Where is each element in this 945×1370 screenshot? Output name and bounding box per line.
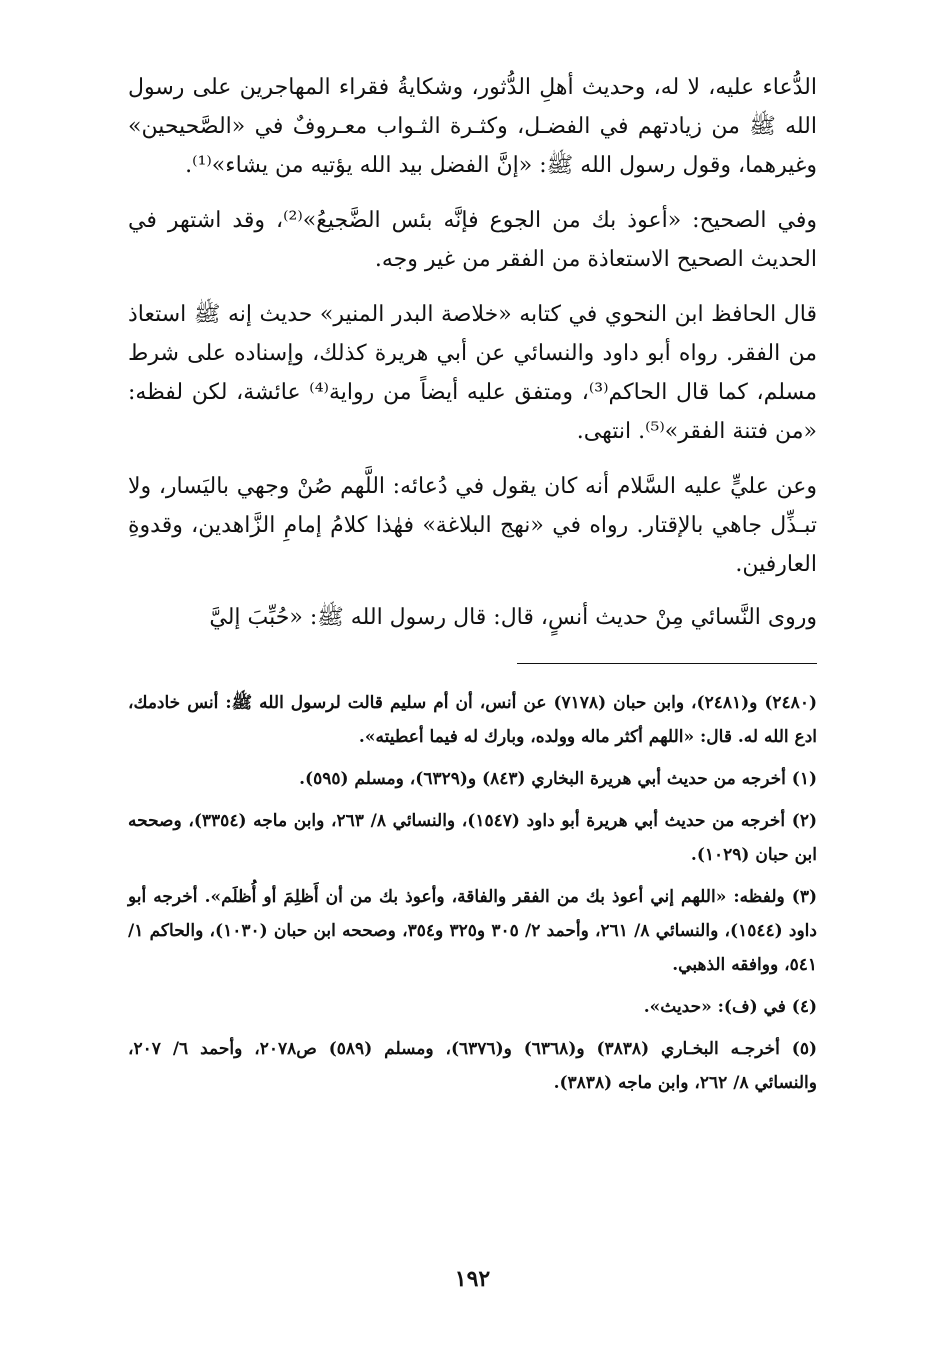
footnote: (١) أخرجه من حديث أبي هريرة البخاري (٨٤٣) و(٦٣٢٩)، ومسلم (٥٩٥). — [299, 769, 817, 789]
footnotes — [128, 686, 817, 1100]
paragraph: وروى النَّسائي مِنْ حديث أنسٍ، قال: قال رسول الله ﷺ: «حُبِّبَ إليَّ — [209, 605, 817, 630]
footnote: (٢٤٨٠) و(٢٤٨١)، وابن حبان (٧١٧٨) عن أنس، أن أم سليم قالت لرسول الله ﷺ: أنس خادمك، ادع الله له. قال: «اللهم أكثر ماله وولده، وبارك له فيما أعطيته». — [128, 693, 817, 747]
book-page — [128, 68, 817, 1330]
paragraph: وفي الصحيح: «أعوذ بك من الجوع فإنَّه بئس الضَّجيعُ»⁽²⁾، وقد اشتهر في الحديث الصحيح الاستعاذة من الفقر من غير وجه. — [128, 208, 817, 272]
footnote-divider — [517, 663, 817, 664]
paragraph: وعن عليٍّ عليه السَّلام أنه كان يقول في دُعائه: اللَّهم صُنْ وجهي باليَسار، ولا تبـذِّل جاهي بالإقتار. رواه في «نهج البلاغة» فهٰذا كلامُ إمامِ الزَّاهدين، وقدوةِ العارفين. — [128, 474, 817, 577]
page-number: ١٩٢ — [454, 1266, 491, 1292]
paragraph: قال الحافظ ابن النحوي في كتابه «خلاصة البدر المنير» حديث إنه ﷺ استعاذ من الفقر. رواه أبو داود والنسائي عن أبي هريرة كذلك، وإسناده على شرط مسلم، كما قال الحاكم⁽³⁾، ومتفق عليه أيضاً من رواية⁽⁴⁾ عائشة، لكن لفظه: «من فتنة الفقر»⁽⁵⁾. انتهى. — [128, 302, 817, 444]
paragraph: الدُّعاء عليه، لا له، وحديث أهلِ الدُّثور، وشكايةُ فقراء المهاجرين على رسول الله ﷺ من زيادتهم في الفضـل، وكثـرة الثـواب معـروفٌ في «الصَّحيحين» وغيرهما، وقول رسول الله ﷺ: «إنَّ الفضل بيد الله يؤتيه من يشاء»⁽¹⁾. — [128, 75, 817, 178]
footnote: (٣) ولفظه: «اللهم إني أعوذ بك من الفقر والفاقة، وأعوذ بك من أن أَظلِمَ أو أُظلَم». أخرجه أبو داود (١٥٤٤)، والنسائي ٨/ ٢٦١، وأحمد ٢/ ٣٠٥ و٣٢٥ و٣٥٤، وصححه ابن حبان (١٠٣٠)، والحاكم ١/ ٥٤١، ووافقه الذهبي. — [128, 887, 817, 975]
footnote: (٤) في (ف): «حديث». — [643, 997, 817, 1017]
footnote: (٢) أخرجه من حديث أبي هريرة أبو داود (١٥٤٧)، والنسائي ٨/ ٢٦٣، وابن ماجه (٣٣٥٤)، وصححه ابن حبان (١٠٢٩). — [128, 811, 817, 865]
main-text — [128, 68, 817, 637]
footnote: (٥) أخرجـه البخـاري (٣٨٣٨) و(٦٣٦٨) و(٦٣٧٦)، ومسلم (٥٨٩) ص٢٠٧٨، وأحمد ٦/ ٢٠٧، والنسائي ٨/ ٢٦٢، وابن ماجه (٣٨٣٨). — [128, 1039, 817, 1093]
